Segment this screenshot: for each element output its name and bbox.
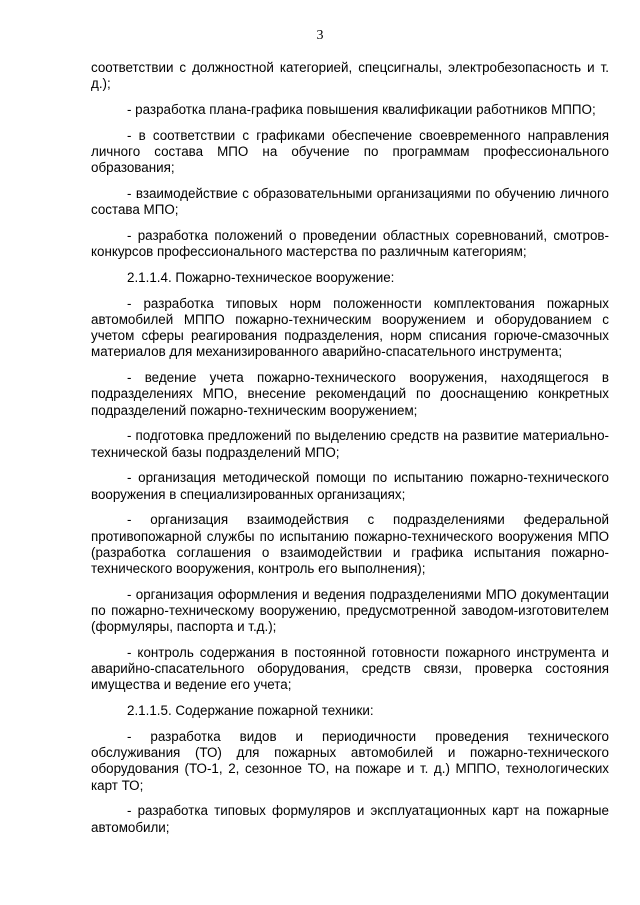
list-item-methodical-help: - организация методической помощи по испытанию пожарно-технического вооружения в специализированных организациях; <box>91 470 609 502</box>
section-heading-fire-equipment: 2.1.1.4. Пожарно-техническое вооружение: <box>127 270 395 285</box>
document-body <box>91 60 609 845</box>
list-item-competitions: - разработка положений о проведении областных соревнований, смотров-конкурсов профессионального мастерства по различным категориям; <box>91 228 609 260</box>
list-item-readiness-control: - контроль содержания в постоянной готовности пожарного инструмента и аварийно-спасательного оборудования, средств связи, проверка состояния имущества и ведение его учета; <box>91 645 609 693</box>
section-heading-fire-vehicles: 2.1.1.5. Содержание пожарной техники: <box>127 703 374 719</box>
list-item-federal-cooperation: - организация взаимодействия с подразделениями федеральной противопожарной службы по испытанию пожарно-технического вооружения МПО (разработка соглашения о взаимодействии и графика испытания пожарно-технического вооружения, контроль его выполнения); <box>91 512 609 577</box>
list-item-funding-proposals: - подготовка предложений по выделению средств на развитие материально-технической базы подразделений МПО; <box>91 428 609 460</box>
list-item-staff-training: - в соответствии с графиками обеспечение своевременного направления личного состава МПО на обучение по программам профессионального образования; <box>91 127 609 176</box>
list-item-documentation: - организация оформления и ведения подразделениями МПО документации по пожарно-техническому вооружению, предусмотренной заводом-изготовителем (формуляры, паспорта и т.д.); <box>91 586 609 635</box>
list-item-education-cooperation: - взаимодействие с образовательными организациями по обучению личного состава МПО; <box>91 186 609 218</box>
page-number: 3 <box>316 28 324 43</box>
list-item-equipment-accounting: - ведение учета пожарно-технического вооружения, находящегося в подразделениях МПО, внесение рекомендаций по дооснащению конкретных подразделений пожарно-техническим вооружением; <box>91 370 609 418</box>
list-item-equipment-norms: - разработка типовых норм положенности комплектования пожарных автомобилей МППО пожарно-техническим вооружением и оборудованием с учетом сферы реагирования подразделения, норм списания горюче-смазочных материалов для механизированного аварийно-спасательного инструмента; <box>91 295 609 360</box>
paragraph-continuation: соответствии с должностной категорией, спецсигналы, электробезопасность и т. д.); <box>91 60 609 92</box>
list-item-training-schedule: - разработка плана-графика повышения квалификации работников МППО; <box>127 102 596 117</box>
list-item-maintenance: - разработка видов и периодичности проведения технического обслуживания (ТО) для пожарных автомобилей и пожарно-технического оборудования (ТО-1, 2, сезонное ТО, на пожаре и т. д.) МППО, технологических карт ТО; <box>91 729 609 793</box>
list-item-vehicle-forms: - разработка типовых формуляров и эксплуатационных карт на пожарные автомобили; <box>91 803 609 835</box>
